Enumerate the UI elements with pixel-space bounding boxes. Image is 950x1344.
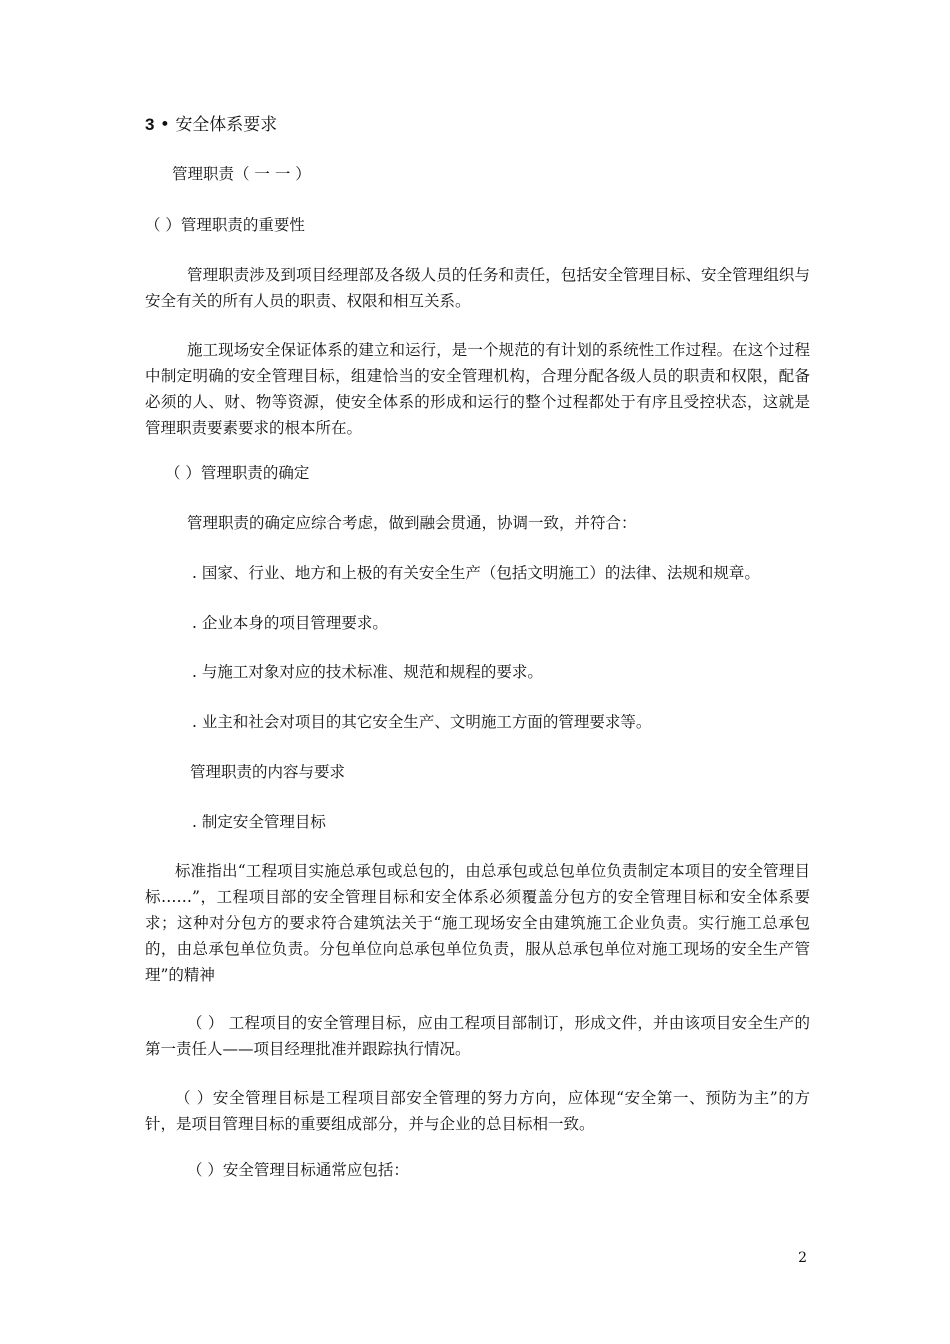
section-heading [145, 115, 277, 135]
page-number: 2 [798, 1250, 807, 1266]
list-item: . 业主和社会对项目的其它安全生产、文明施工方面的管理要求等。 [192, 713, 652, 731]
list-item-target: . 制定安全管理目标 [192, 813, 326, 831]
subsection-title-importance: （ ）管理职责的重要性 [145, 216, 305, 234]
heading-title: 安全体系要求 [175, 115, 278, 135]
paragraph-2: 施工现场安全保证体系的建立和运行，是一个规范的有计划的系统性工作过程。在这个过程中制定明确的安全管理目标，组建恰当的安全管理机构，合理分配各级人员的职责和权限，配备必须的人、财、物等资源，使安全体系的形成和运行的整个过程都处于有序且受控状态，这就是管理职责要素要求的根本所在。 [145, 341, 810, 437]
heading-bullet: • [159, 115, 170, 135]
paragraph-3: 管理职责的确定应综合考虑，做到融会贯通，协调一致，并符合： [187, 514, 637, 532]
paragraph-7: （ ）安全管理目标通常应包括： [187, 1161, 409, 1179]
paragraph-6: （ ）安全管理目标是工程项目部安全管理的努力方向，应体现“安全第一、预防为主”的方针，是项目管理目标的重要组成部分，并与企业的总目标相一致。 [145, 1089, 810, 1133]
list-item: . 国家、行业、地方和上极的有关安全生产（包括文明施工）的法律、法规和规章。 [192, 564, 760, 582]
section-title: 管理职责（ 一 一 ） [172, 165, 311, 183]
heading-number: 3 [145, 115, 155, 134]
list-item: . 企业本身的项目管理要求。 [192, 614, 388, 632]
paragraph-1: 管理职责涉及到项目经理部及各级人员的任务和责任，包括安全管理目标、安全管理组织与安全有关的所有人员的职责、权限和相互关系。 [145, 266, 810, 310]
paragraph-4: 标准指出“工程项目实施总承包或总包的，由总承包或总包单位负责制定本项目的安全管理目标……”，工程项目部的安全管理目标和安全体系必须覆盖分包方的安全管理目标和安全体系要求；这种对分包方的要求符合建筑法关于“施工现场安全由建筑施工企业负责。实行施工总承包的，由总承包单位负责。分包单位向总承包单位负责，服从总承包单位对施工现场的安全生产管理”的精神 [145, 862, 810, 984]
section2-title: 管理职责的内容与要求 [190, 763, 346, 781]
list-item: . 与施工对象对应的技术标准、规范和规程的要求。 [192, 663, 543, 681]
subsection-title-determination: （ ）管理职责的确定 [165, 464, 310, 482]
paragraph-5: （ ） 工程项目的安全管理目标，应由工程项目部制订，形成文件，并由该项目安全生产的第一责任人——项目经理批准并跟踪执行情况。 [145, 1014, 810, 1058]
